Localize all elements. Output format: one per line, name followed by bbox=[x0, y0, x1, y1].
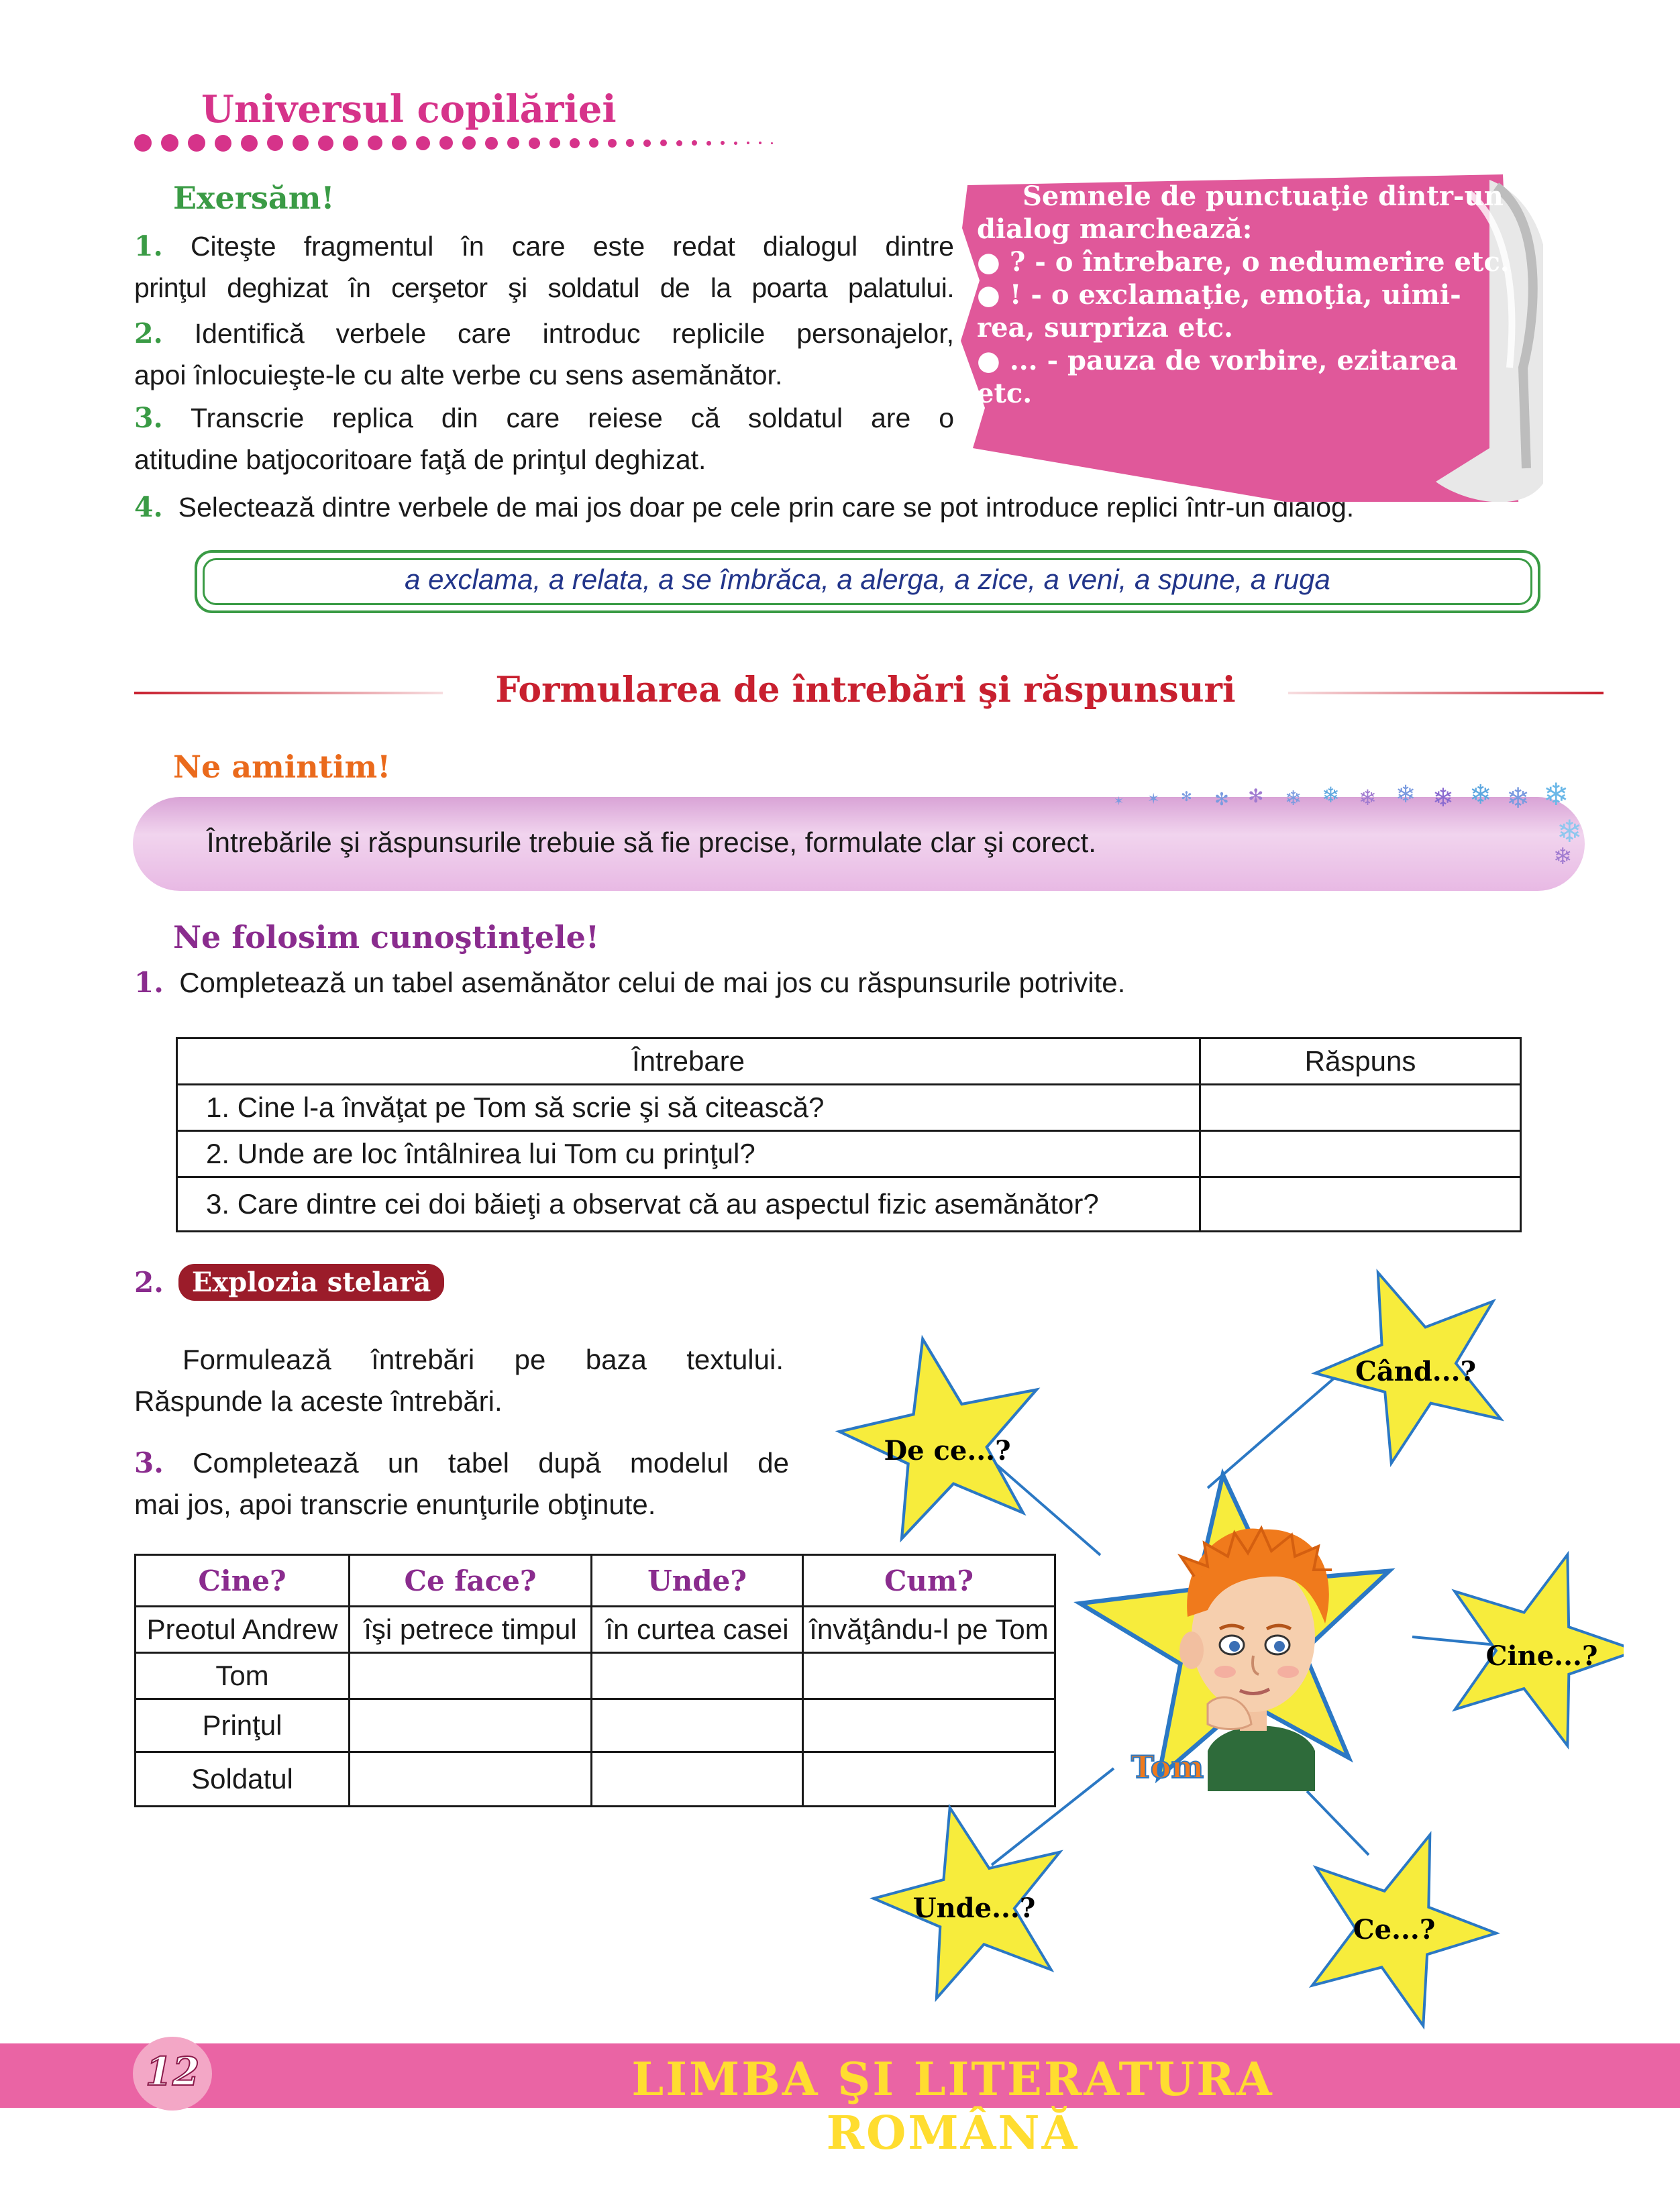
task-number: 3. bbox=[134, 1446, 164, 1479]
exercise-3 bbox=[134, 397, 954, 480]
svg-text:❄: ❄ bbox=[1359, 786, 1377, 810]
star-label: De ce...? bbox=[884, 1435, 1011, 1466]
table-header: Ce face? bbox=[350, 1555, 592, 1607]
task-text: mai jos, apoi transcrie enunţurile obţinute. bbox=[134, 1489, 656, 1520]
star-label: Cine...? bbox=[1485, 1640, 1598, 1672]
svg-text:❄: ❄ bbox=[1553, 844, 1573, 865]
center-label: Tom bbox=[1131, 1749, 1204, 1785]
svg-text:❄: ❄ bbox=[1506, 782, 1530, 814]
exercise-text: Citeşte fragmentul în care este redat dialogul dintre bbox=[190, 231, 954, 262]
table-cell: îşi petrece timpul bbox=[350, 1607, 592, 1653]
svg-text:✶: ✶ bbox=[1147, 790, 1160, 807]
table-cell: Soldatul bbox=[136, 1752, 350, 1807]
table-cell: Tom bbox=[136, 1653, 350, 1699]
table-cell[interactable] bbox=[350, 1653, 592, 1699]
star-what bbox=[1277, 1802, 1520, 2038]
table-row bbox=[177, 1131, 1521, 1177]
table-header: Cum? bbox=[803, 1555, 1055, 1607]
task-number: 1. bbox=[134, 966, 164, 999]
task-number: 2. bbox=[134, 1266, 164, 1299]
table-row bbox=[177, 1085, 1521, 1131]
subject-title: LIMBA ŞI LITERATURA ROMÂNĂ bbox=[631, 2053, 1274, 2160]
exercise-number: 1. bbox=[134, 230, 163, 262]
verbs-list: a exclama, a relata, a se îmbrăca, a alerga, a zice, a veni, a spune, a ruga bbox=[405, 564, 1330, 595]
svg-text:❄: ❄ bbox=[1469, 780, 1492, 810]
table-cell[interactable] bbox=[592, 1752, 803, 1807]
punctuation-note bbox=[977, 180, 1514, 410]
note-title: dialog marchează: bbox=[977, 213, 1253, 245]
svg-text:❄: ❄ bbox=[1543, 778, 1569, 812]
svg-text:✻: ✻ bbox=[1248, 786, 1264, 806]
qa-table bbox=[176, 1037, 1522, 1232]
table-cell[interactable] bbox=[592, 1653, 803, 1699]
table-cell: învăţându-l pe Tom bbox=[803, 1607, 1055, 1653]
task-text: Completează un tabel asemănător celui de mai jos cu răspunsurile potrivite. bbox=[179, 967, 1126, 998]
explosion-badge: Explozia stelară bbox=[178, 1264, 444, 1301]
title-rule-right bbox=[1288, 692, 1604, 694]
table-header: Răspuns bbox=[1200, 1038, 1521, 1085]
table-cell: Prinţul bbox=[136, 1699, 350, 1752]
note-line: rea, surpriza etc. bbox=[977, 312, 1233, 343]
task-3 bbox=[134, 1442, 789, 1526]
star-label: Când...? bbox=[1355, 1356, 1477, 1387]
task-2 bbox=[134, 1264, 444, 1301]
table-row bbox=[177, 1177, 1521, 1232]
note-line: ● ... - pauza de vorbire, ezitarea etc. bbox=[977, 345, 1458, 409]
svg-text:✻: ✻ bbox=[1214, 789, 1229, 809]
answer-cell[interactable] bbox=[1200, 1177, 1521, 1232]
use-heading: Ne folosim cunoştinţele! bbox=[173, 919, 600, 955]
exercise-text: apoi înlocuieşte-le cu alte verbe cu sens asemănător. bbox=[134, 360, 783, 390]
dotted-divider bbox=[134, 134, 773, 152]
remember-heading: Ne amintim! bbox=[173, 749, 391, 785]
remember-text: Întrebările şi răspunsurile trebuie să fie precise, formulate clar şi corect. bbox=[207, 826, 1096, 858]
star-why bbox=[832, 1318, 1061, 1547]
star-when bbox=[1289, 1261, 1535, 1477]
exercise-number: 3. bbox=[134, 402, 163, 434]
svg-text:❄: ❄ bbox=[1285, 788, 1302, 810]
table-cell: Preotul Andrew bbox=[136, 1607, 350, 1653]
task-text: Răspunde la aceste întrebări. bbox=[134, 1385, 503, 1417]
exercise-1 bbox=[134, 225, 954, 309]
table-header: Cine? bbox=[136, 1555, 350, 1607]
exercise-text: Identifică verbele care introduc replicile personajelor, bbox=[194, 318, 954, 349]
table-cell[interactable] bbox=[350, 1752, 592, 1807]
note-title: Semnele de punctuaţie dintr-un bbox=[1022, 180, 1504, 212]
exercise-2 bbox=[134, 313, 954, 396]
exercise-number: 2. bbox=[134, 317, 163, 350]
answer-cell[interactable] bbox=[1200, 1085, 1521, 1131]
table-cell: în curtea casei bbox=[592, 1607, 803, 1653]
task-text: Completează un tabel după modelul de bbox=[193, 1447, 789, 1479]
svg-text:✻: ✻ bbox=[1181, 790, 1192, 804]
exercise-text: prinţul deghizat în cerşetor şi soldatul de la poarta palatului. bbox=[134, 272, 954, 303]
section-title: Universul copilăriei bbox=[201, 87, 617, 131]
exercises-heading: Exersăm! bbox=[173, 180, 335, 216]
title-rule-left bbox=[134, 692, 443, 694]
star-explosion-diagram bbox=[832, 1261, 1624, 2066]
star-label: Ce...? bbox=[1353, 1914, 1436, 1945]
table-header: Întrebare bbox=[177, 1038, 1200, 1085]
svg-text:❄: ❄ bbox=[1396, 780, 1416, 808]
snowflakes-decoration bbox=[1087, 778, 1604, 865]
table-header: Unde? bbox=[592, 1555, 803, 1607]
table-cell: 3. Care dintre cei doi băieţi a observat că au aspectul fizic asemănător? bbox=[177, 1177, 1200, 1232]
table-cell: 1. Cine l-a învăţat pe Tom să scrie şi să citească? bbox=[177, 1085, 1200, 1131]
exercise-text: atitudine batjocoritoare faţă de prinţul deghizat. bbox=[134, 444, 706, 475]
page-number-badge bbox=[133, 2037, 212, 2111]
exercise-text: Selectează dintre verbele de mai jos doar pe cele prin care se pot introduce replici într-un dialog. bbox=[178, 492, 1355, 523]
task-2-text bbox=[134, 1339, 784, 1422]
answer-cell[interactable] bbox=[1200, 1131, 1521, 1177]
task-text: Formulează întrebări pe baza textului. bbox=[182, 1344, 784, 1375]
svg-text:❄: ❄ bbox=[1432, 784, 1454, 812]
note-line: ● ! - o exclamaţie, emoţia, uimi- bbox=[977, 279, 1461, 311]
table-cell: 2. Unde are loc întâlnirea lui Tom cu prinţul? bbox=[177, 1131, 1200, 1177]
table-cell[interactable] bbox=[592, 1699, 803, 1752]
page-number: 12 bbox=[145, 2049, 200, 2094]
svg-text:❄: ❄ bbox=[1322, 783, 1340, 807]
verbs-box bbox=[195, 550, 1540, 613]
task-1 bbox=[134, 966, 1125, 999]
table-cell[interactable] bbox=[350, 1699, 592, 1752]
star-label: Unde...? bbox=[912, 1892, 1036, 1924]
svg-text:✶: ✶ bbox=[1114, 794, 1124, 808]
exercise-text: Transcrie replica din care reiese că soldatul are o bbox=[190, 403, 954, 433]
section2-title: Formularea de întrebări şi răspunsuri bbox=[495, 670, 1236, 710]
note-line: ● ? - o întrebare, o nedumerire etc. bbox=[977, 246, 1510, 278]
exercise-number: 4. bbox=[134, 491, 163, 523]
svg-text:❄: ❄ bbox=[1557, 814, 1583, 849]
